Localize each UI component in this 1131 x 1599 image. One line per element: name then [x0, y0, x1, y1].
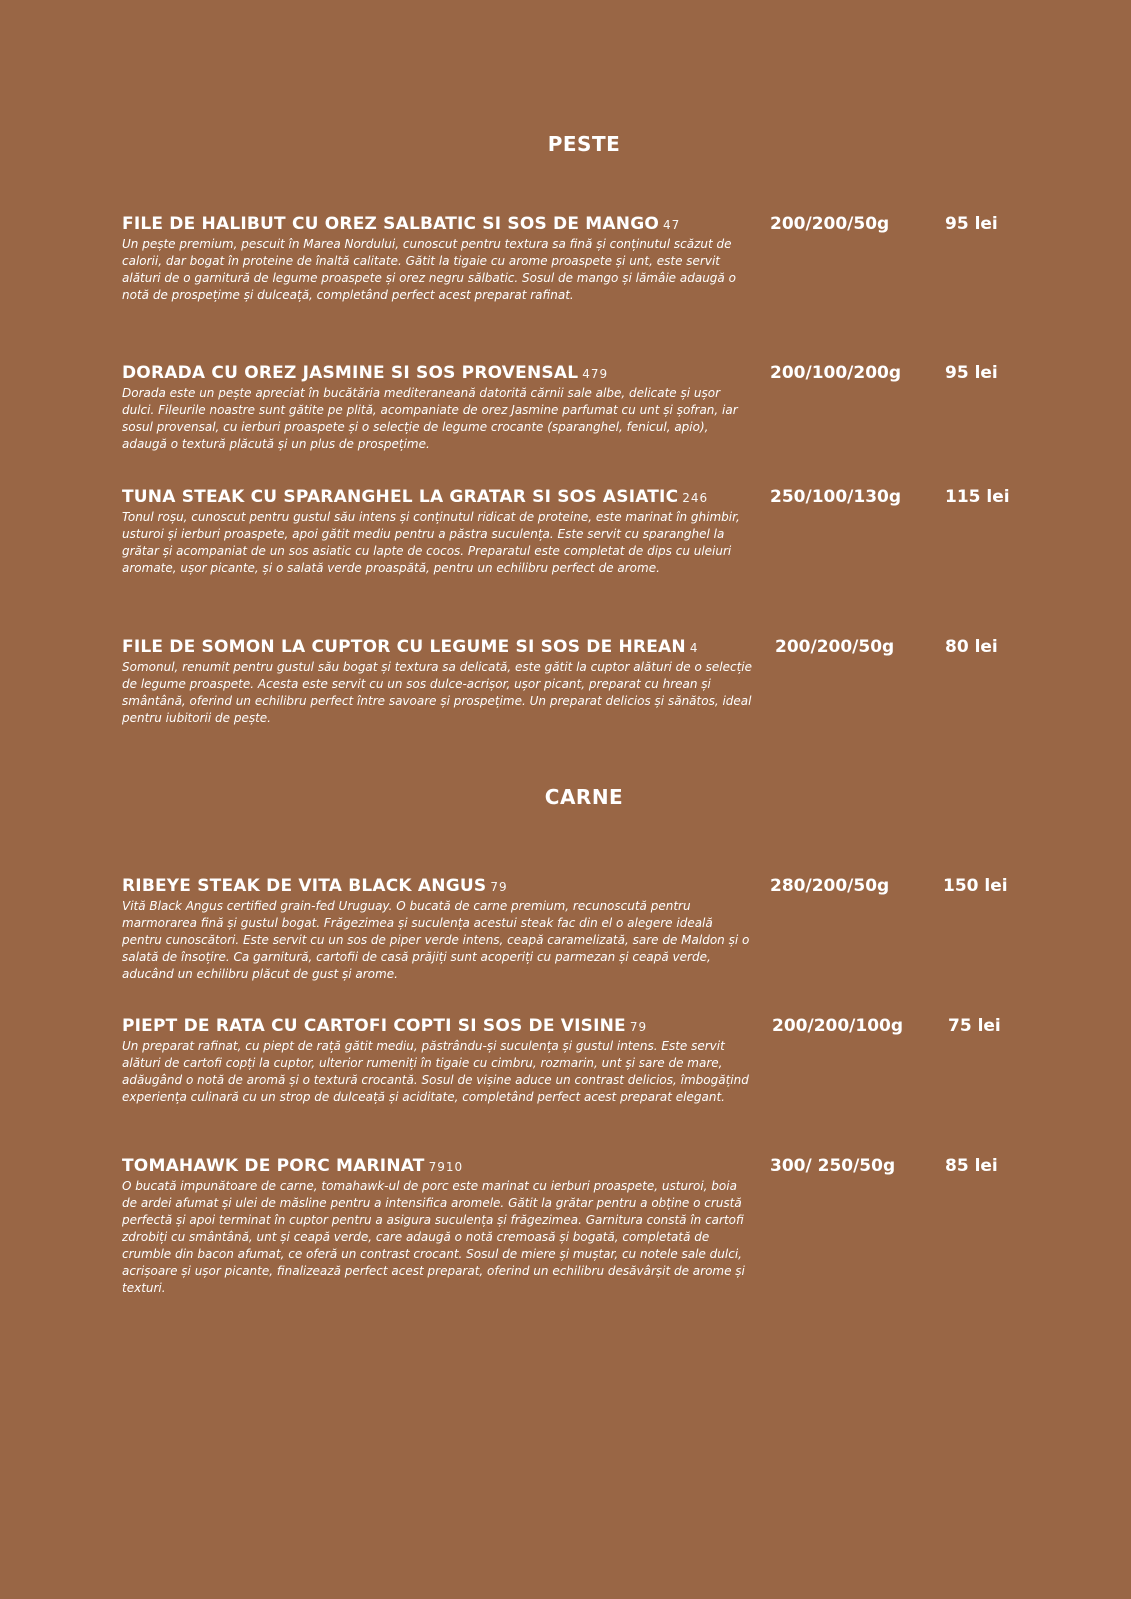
menu-item-tuna	[122, 487, 1022, 577]
item-weight: 250/100/130g	[770, 487, 902, 507]
menu-item-ribeye	[122, 876, 1022, 983]
item-weight: 200/200/100g	[772, 1016, 904, 1036]
menu-item-dorada	[122, 363, 1022, 453]
item-weight: 200/200/50g	[770, 214, 890, 234]
allergen-codes: 4	[689, 641, 699, 655]
menu-item-tomahawk	[122, 1156, 1022, 1297]
item-price: 75 lei	[948, 1016, 1001, 1036]
item-name: FILE DE SOMON LA CUPTOR CU LEGUME SI SOS DE HREAN 4	[122, 637, 699, 657]
item-name: FILE DE HALIBUT CU OREZ SALBATIC SI SOS DE MANGO 47	[122, 214, 681, 234]
allergen-codes: 79	[629, 1020, 648, 1034]
item-description: Somonul, renumit pentru gustul său bogat și textura sa delicată, este gătit la cuptor alături de o selecție de legume proaspete. Acesta este servit cu un sos dulce-acrișor, ușor picant, preparat cu hrean și smântână, oferind un echilibru perfect între savoare și prospețime. Un preparat delicios și sănătos, ideal pentru iubitorii de pește.	[122, 660, 752, 725]
item-price: 85 lei	[945, 1156, 998, 1176]
item-price: 115 lei	[945, 487, 1010, 507]
item-name: PIEPT DE RATA CU CARTOFI COPTI SI SOS DE VISINE 79	[122, 1016, 648, 1036]
allergen-codes: 47	[663, 218, 681, 232]
section-title-carne: CARNE	[544, 785, 624, 809]
section-title-peste: PESTE	[547, 132, 621, 156]
menu-item-rata	[122, 1016, 1022, 1106]
item-name: TOMAHAWK DE PORC MARINAT 7910	[122, 1156, 464, 1176]
allergen-codes: 7910	[428, 1160, 464, 1174]
item-price: 150 lei	[943, 876, 1008, 896]
allergen-codes: 79	[490, 880, 508, 894]
item-description: Tonul roșu, cunoscut pentru gustul său intens și conținutul ridicat de proteine, este marinat în ghimbir, usturoi și ierburi proaspete, apoi gătit mediu pentru a păstra suculența. Este servit cu sparanghel la grătar și acompaniat de un sos asiatic cu lapte de cocos. Preparatul este completat de dips cu uleiuri aromate, ușor picante, și o salată verde proaspătă, pentru un echilibru perfect de arome.	[122, 510, 740, 575]
item-price: 80 lei	[945, 637, 998, 657]
item-name: DORADA CU OREZ JASMINE SI SOS PROVENSAL 479	[122, 363, 609, 383]
item-description: O bucată impunătoare de carne, tomahawk-ul de porc este marinat cu ierburi proaspete, usturoi, boia de ardei afumat și ulei de măsline pentru a intensifica aromele. Gătit la grătar pentru a obține o crustă perfectă și apoi terminat în cuptor pentru a asigura suculența și frăgezimea. Garnitura constă în cartofi zdrobiți cu smântână, unt și ceapă verde, care adaugă o notă cremoasă și bogată, completată de crumble din bacon afumat, ce oferă un contrast crocant. Sosul de miere și muștar, cu notele sale dulci, acrișoare și ușor picante, finalizează perfect acest preparat, oferind un echilibru desăvârșit de arome și texturi.	[122, 1179, 745, 1295]
menu-item-somon	[122, 637, 1022, 727]
item-description: Un pește premium, pescuit în Marea Nordului, cunoscut pentru textura sa fină și conținutul scăzut de calorii, dar bogat în proteine de înaltă calitate. Gătit la tigaie cu arome proaspete și unt, este servit alături de o garnitură de legume proaspete și orez negru sălbatic. Sosul de mango și lămâie adaugă o notă de prospețime și dulceață, completând perfect acest preparat rafinat.	[122, 237, 736, 302]
item-description: Dorada este un pește apreciat în bucătăria mediteraneană datorită cărnii sale albe, delicate și ușor dulci. Fileurile noastre sunt gătite pe plită, acompaniate de orez Jasmine parfumat cu unt și șofran, iar sosul provensal, cu ierburi proaspete și o selecție de legume crocante (sparanghel, fenicul, apio), adaugă o textură plăcută și un plus de prospețime.	[122, 386, 738, 451]
menu-item-halibut	[122, 214, 1022, 304]
allergen-codes: 479	[582, 367, 609, 381]
item-weight: 300/ 250/50g	[770, 1156, 896, 1176]
item-name: TUNA STEAK CU SPARANGHEL LA GRATAR SI SOS ASIATIC 246	[122, 487, 709, 507]
item-name: RIBEYE STEAK DE VITA BLACK ANGUS 79	[122, 876, 508, 896]
item-price: 95 lei	[945, 363, 998, 383]
item-weight: 200/200/50g	[775, 637, 895, 657]
item-weight: 200/100/200g	[770, 363, 902, 383]
allergen-codes: 246	[682, 491, 709, 505]
item-description: Vită Black Angus certified grain-fed Uruguay. O bucată de carne premium, recunoscută pentru marmorarea fină și gustul bogat. Frăgezimea și suculența acestui steak fac din el o alegere ideală pentru cunoscători. Este servit cu un sos de piper verde intens, ceapă caramelizată, sare de Maldon și o salată de însoțire. Ca garnitură, cartofii de casă prăjiți sunt acoperiți cu parmezan și ceapă verde, aducând un echilibru plăcut de gust și arome.	[122, 899, 750, 981]
item-description: Un preparat rafinat, cu piept de rață gătit mediu, păstrându-și suculența și gustul intens. Este servit alături de cartofi copți la cuptor, ulterior rumeniți în tigaie cu cimbru, rozmarin, unt și sare de mare, adăugând o notă de aromă și o textură crocantă. Sosul de vișine aduce un contrast delicios, îmbogățind experiența culinară cu un strop de dulceață și aciditate, completând perfect acest preparat elegant.	[122, 1039, 749, 1104]
item-price: 95 lei	[945, 214, 998, 234]
item-weight: 280/200/50g	[770, 876, 890, 896]
